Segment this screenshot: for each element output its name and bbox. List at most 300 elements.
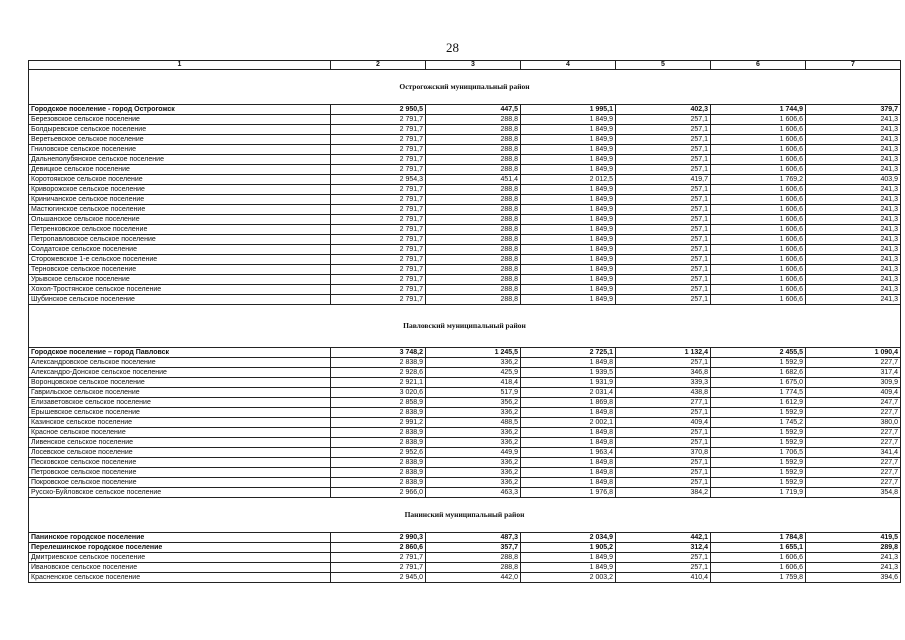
section-title: Павловский муниципальный район	[29, 305, 901, 348]
table-row	[29, 285, 901, 295]
value-cell: 1 849,9	[521, 275, 616, 285]
settlement-name: Городское поселение – город Павловск	[29, 348, 331, 358]
value-cell: 2 950,5	[331, 105, 426, 115]
value-cell: 257,1	[616, 358, 711, 368]
table-row	[29, 195, 901, 205]
settlement-name: Покровское сельское поселение	[29, 478, 331, 488]
table-body	[29, 61, 901, 583]
value-cell: 257,1	[616, 215, 711, 225]
value-cell: 1 606,6	[711, 255, 806, 265]
value-cell: 288,8	[426, 215, 521, 225]
value-cell: 257,1	[616, 478, 711, 488]
value-cell: 1 606,6	[711, 265, 806, 275]
table-row	[29, 215, 901, 225]
table-row	[29, 428, 901, 438]
settlement-name: Петренковское сельское поселение	[29, 225, 331, 235]
value-cell: 277,1	[616, 398, 711, 408]
value-cell: 1 132,4	[616, 348, 711, 358]
value-cell: 257,1	[616, 468, 711, 478]
budget-table	[28, 60, 901, 583]
value-cell: 1 606,6	[711, 295, 806, 305]
value-cell: 288,8	[426, 225, 521, 235]
table-row	[29, 478, 901, 488]
value-cell: 336,2	[426, 438, 521, 448]
value-cell: 257,1	[616, 165, 711, 175]
value-cell: 241,3	[806, 225, 901, 235]
value-cell: 312,4	[616, 543, 711, 553]
settlement-name: Шубинское сельское поселение	[29, 295, 331, 305]
value-cell: 2 838,9	[331, 408, 426, 418]
settlement-name: Петропавловское сельское поселение	[29, 235, 331, 245]
table-row	[29, 348, 901, 358]
value-cell: 447,5	[426, 105, 521, 115]
value-cell: 2 838,9	[331, 428, 426, 438]
section-title: Острогожский муниципальный район	[29, 70, 901, 105]
column-header: 5	[616, 61, 711, 70]
settlement-name: Ливенское сельское поселение	[29, 438, 331, 448]
value-cell: 1 719,9	[711, 488, 806, 498]
value-cell: 2 791,7	[331, 135, 426, 145]
settlement-name: Дальнеполубянское сельское поселение	[29, 155, 331, 165]
value-cell: 2 791,7	[331, 255, 426, 265]
value-cell: 1 606,6	[711, 225, 806, 235]
value-cell: 2 838,9	[331, 478, 426, 488]
value-cell: 356,2	[426, 398, 521, 408]
value-cell: 1 849,8	[521, 358, 616, 368]
value-cell: 1 592,9	[711, 458, 806, 468]
section-row	[29, 305, 901, 348]
table-row	[29, 358, 901, 368]
value-cell: 2 954,3	[331, 175, 426, 185]
value-cell: 241,3	[806, 215, 901, 225]
value-cell: 2 860,6	[331, 543, 426, 553]
settlement-name: Гаврильское сельское поселение	[29, 388, 331, 398]
column-header: 2	[331, 61, 426, 70]
settlement-name: Урывское сельское поселение	[29, 275, 331, 285]
value-cell: 1 606,6	[711, 215, 806, 225]
column-header: 1	[29, 61, 331, 70]
value-cell: 1 849,8	[521, 478, 616, 488]
value-cell: 2 952,6	[331, 448, 426, 458]
value-cell: 1 606,6	[711, 235, 806, 245]
value-cell: 1 606,6	[711, 165, 806, 175]
value-cell: 2 791,7	[331, 563, 426, 573]
value-cell: 241,3	[806, 295, 901, 305]
value-cell: 3 748,2	[331, 348, 426, 358]
value-cell: 1 976,8	[521, 488, 616, 498]
value-cell: 1 849,8	[521, 458, 616, 468]
value-cell: 1 769,2	[711, 175, 806, 185]
settlement-name: Веретьевское сельское поселение	[29, 135, 331, 145]
value-cell: 419,5	[806, 533, 901, 543]
value-cell: 1 744,9	[711, 105, 806, 115]
table-row	[29, 265, 901, 275]
value-cell: 257,1	[616, 225, 711, 235]
value-cell: 257,1	[616, 285, 711, 295]
settlement-name: Солдатское сельское поселение	[29, 245, 331, 255]
column-header: 6	[711, 61, 806, 70]
settlement-name: Ольшанское сельское поселение	[29, 215, 331, 225]
value-cell: 2 791,7	[331, 285, 426, 295]
value-cell: 2 455,5	[711, 348, 806, 358]
value-cell: 2 725,1	[521, 348, 616, 358]
value-cell: 336,2	[426, 428, 521, 438]
value-cell: 1 606,6	[711, 155, 806, 165]
value-cell: 1 774,5	[711, 388, 806, 398]
value-cell: 1 849,9	[521, 245, 616, 255]
value-cell: 425,9	[426, 368, 521, 378]
value-cell: 1 849,9	[521, 265, 616, 275]
value-cell: 288,8	[426, 235, 521, 245]
table-row	[29, 468, 901, 478]
value-cell: 1 939,5	[521, 368, 616, 378]
table-row	[29, 488, 901, 498]
value-cell: 257,1	[616, 195, 711, 205]
value-cell: 241,3	[806, 155, 901, 165]
value-cell: 241,3	[806, 285, 901, 295]
table-row	[29, 543, 901, 553]
value-cell: 336,2	[426, 408, 521, 418]
value-cell: 2 791,7	[331, 245, 426, 255]
table-row	[29, 573, 901, 583]
value-cell: 2 791,7	[331, 125, 426, 135]
value-cell: 1 849,9	[521, 165, 616, 175]
value-cell: 2 791,7	[331, 225, 426, 235]
value-cell: 1 706,5	[711, 448, 806, 458]
section-title: Панинский муниципальный район	[29, 498, 901, 533]
settlement-name: Перелешинское городское поселение	[29, 543, 331, 553]
value-cell: 257,1	[616, 135, 711, 145]
value-cell: 227,7	[806, 478, 901, 488]
value-cell: 257,1	[616, 563, 711, 573]
value-cell: 1 931,9	[521, 378, 616, 388]
value-cell: 1 592,9	[711, 428, 806, 438]
value-cell: 227,7	[806, 358, 901, 368]
value-cell: 1 849,8	[521, 438, 616, 448]
value-cell: 463,3	[426, 488, 521, 498]
value-cell: 241,3	[806, 245, 901, 255]
table-row	[29, 155, 901, 165]
settlement-name: Лосевское сельское поселение	[29, 448, 331, 458]
value-cell: 449,9	[426, 448, 521, 458]
value-cell: 1 606,6	[711, 115, 806, 125]
value-cell: 2 791,7	[331, 265, 426, 275]
settlement-name: Мастюгинское сельское поселение	[29, 205, 331, 215]
value-cell: 257,1	[616, 145, 711, 155]
table-row	[29, 225, 901, 235]
value-cell: 257,1	[616, 295, 711, 305]
value-cell: 288,8	[426, 553, 521, 563]
table-row	[29, 368, 901, 378]
value-cell: 370,8	[616, 448, 711, 458]
settlement-name: Болдыревское сельское поселение	[29, 125, 331, 135]
value-cell: 288,8	[426, 205, 521, 215]
value-cell: 241,3	[806, 125, 901, 135]
value-cell: 1 592,9	[711, 408, 806, 418]
settlement-name: Криворожское сельское поселение	[29, 185, 331, 195]
value-cell: 1 745,2	[711, 418, 806, 428]
page-number: 28	[446, 40, 459, 55]
value-cell: 1 592,9	[711, 438, 806, 448]
value-cell: 288,8	[426, 285, 521, 295]
settlement-name: Красное сельское поселение	[29, 428, 331, 438]
value-cell: 288,8	[426, 245, 521, 255]
value-cell: 257,1	[616, 458, 711, 468]
column-header: 7	[806, 61, 901, 70]
value-cell: 2 791,7	[331, 155, 426, 165]
value-cell: 2 012,5	[521, 175, 616, 185]
table-row	[29, 245, 901, 255]
settlement-name: Терновское сельское поселение	[29, 265, 331, 275]
value-cell: 1 849,8	[521, 408, 616, 418]
value-cell: 1 606,6	[711, 563, 806, 573]
value-cell: 227,7	[806, 458, 901, 468]
settlement-name: Криничанское сельское поселение	[29, 195, 331, 205]
value-cell: 2 991,2	[331, 418, 426, 428]
settlement-name: Панинское городское поселение	[29, 533, 331, 543]
value-cell: 1 849,9	[521, 115, 616, 125]
value-cell: 241,3	[806, 563, 901, 573]
value-cell: 1 849,8	[521, 428, 616, 438]
value-cell: 2 838,9	[331, 438, 426, 448]
value-cell: 2 003,2	[521, 573, 616, 583]
table-row	[29, 438, 901, 448]
value-cell: 257,1	[616, 553, 711, 563]
value-cell: 2 031,4	[521, 388, 616, 398]
value-cell: 2 791,7	[331, 553, 426, 563]
value-cell: 336,2	[426, 458, 521, 468]
value-cell: 288,8	[426, 185, 521, 195]
value-cell: 1 849,9	[521, 563, 616, 573]
value-cell: 379,7	[806, 105, 901, 115]
value-cell: 1 849,9	[521, 255, 616, 265]
value-cell: 257,1	[616, 155, 711, 165]
value-cell: 1 849,9	[521, 155, 616, 165]
value-cell: 2 858,9	[331, 398, 426, 408]
table-row	[29, 563, 901, 573]
table-row	[29, 378, 901, 388]
value-cell: 1 592,9	[711, 358, 806, 368]
value-cell: 1 995,1	[521, 105, 616, 115]
value-cell: 1 655,1	[711, 543, 806, 553]
value-cell: 2 791,7	[331, 115, 426, 125]
value-cell: 1 849,9	[521, 145, 616, 155]
table-row	[29, 458, 901, 468]
value-cell: 288,8	[426, 125, 521, 135]
header-row	[29, 61, 901, 70]
value-cell: 288,8	[426, 195, 521, 205]
table-row	[29, 135, 901, 145]
value-cell: 2 966,0	[331, 488, 426, 498]
value-cell: 487,3	[426, 533, 521, 543]
value-cell: 288,8	[426, 165, 521, 175]
settlement-name: Песковское сельское поселение	[29, 458, 331, 468]
settlement-name: Казинское сельское поселение	[29, 418, 331, 428]
value-cell: 241,3	[806, 235, 901, 245]
value-cell: 336,2	[426, 358, 521, 368]
value-cell: 339,3	[616, 378, 711, 388]
value-cell: 2 791,7	[331, 235, 426, 245]
value-cell: 2 990,3	[331, 533, 426, 543]
value-cell: 442,1	[616, 533, 711, 543]
value-cell: 1 849,9	[521, 215, 616, 225]
value-cell: 227,7	[806, 468, 901, 478]
value-cell: 1 849,9	[521, 185, 616, 195]
value-cell: 1 849,9	[521, 195, 616, 205]
value-cell: 288,8	[426, 265, 521, 275]
value-cell: 1 606,6	[711, 145, 806, 155]
value-cell: 1 675,0	[711, 378, 806, 388]
settlement-name: Ерышевское сельское поселение	[29, 408, 331, 418]
value-cell: 241,3	[806, 205, 901, 215]
value-cell: 2 838,9	[331, 458, 426, 468]
settlement-name: Красненское сельское поселение	[29, 573, 331, 583]
value-cell: 1 784,8	[711, 533, 806, 543]
settlement-name: Коротоякское сельское поселение	[29, 175, 331, 185]
value-cell: 409,4	[806, 388, 901, 398]
value-cell: 1 849,9	[521, 235, 616, 245]
table-row	[29, 185, 901, 195]
settlement-name: Петровское сельское поселение	[29, 468, 331, 478]
value-cell: 288,8	[426, 115, 521, 125]
value-cell: 3 020,6	[331, 388, 426, 398]
value-cell: 1 869,8	[521, 398, 616, 408]
table-row	[29, 388, 901, 398]
value-cell: 317,4	[806, 368, 901, 378]
settlement-name: Русско-Буйловское сельское поселение	[29, 488, 331, 498]
section-row	[29, 498, 901, 533]
table-row	[29, 235, 901, 245]
value-cell: 2 791,7	[331, 205, 426, 215]
value-cell: 241,3	[806, 145, 901, 155]
value-cell: 409,4	[616, 418, 711, 428]
value-cell: 257,1	[616, 428, 711, 438]
value-cell: 2 002,1	[521, 418, 616, 428]
settlement-name: Березовское сельское поселение	[29, 115, 331, 125]
table-row	[29, 255, 901, 265]
value-cell: 442,0	[426, 573, 521, 583]
value-cell: 257,1	[616, 265, 711, 275]
value-cell: 288,8	[426, 295, 521, 305]
value-cell: 257,1	[616, 245, 711, 255]
value-cell: 1 606,6	[711, 185, 806, 195]
table-row	[29, 105, 901, 115]
value-cell: 1 606,6	[711, 275, 806, 285]
value-cell: 257,1	[616, 205, 711, 215]
value-cell: 257,1	[616, 275, 711, 285]
value-cell: 2 791,7	[331, 295, 426, 305]
value-cell: 418,4	[426, 378, 521, 388]
value-cell: 241,3	[806, 265, 901, 275]
value-cell: 1 592,9	[711, 468, 806, 478]
column-header: 4	[521, 61, 616, 70]
settlement-name: Гниловское сельское поселение	[29, 145, 331, 155]
table-row	[29, 145, 901, 155]
settlement-name: Дмитриевское сельское поселение	[29, 553, 331, 563]
value-cell: 1 606,6	[711, 553, 806, 563]
settlement-name: Городское поселение - город Острогожск	[29, 105, 331, 115]
table-row	[29, 448, 901, 458]
value-cell: 257,1	[616, 438, 711, 448]
value-cell: 1 606,6	[711, 285, 806, 295]
value-cell: 288,8	[426, 145, 521, 155]
table-row	[29, 295, 901, 305]
value-cell: 1 759,8	[711, 573, 806, 583]
table-row	[29, 205, 901, 215]
value-cell: 1 849,9	[521, 225, 616, 235]
value-cell: 1 905,2	[521, 543, 616, 553]
value-cell: 227,7	[806, 428, 901, 438]
value-cell: 241,3	[806, 255, 901, 265]
value-cell: 257,1	[616, 125, 711, 135]
value-cell: 2 791,7	[331, 195, 426, 205]
table-row	[29, 165, 901, 175]
value-cell: 384,2	[616, 488, 711, 498]
value-cell: 451,4	[426, 175, 521, 185]
value-cell: 1 849,9	[521, 125, 616, 135]
value-cell: 341,4	[806, 448, 901, 458]
value-cell: 419,7	[616, 175, 711, 185]
table-row	[29, 175, 901, 185]
value-cell: 1 606,6	[711, 245, 806, 255]
value-cell: 289,8	[806, 543, 901, 553]
table-row	[29, 553, 901, 563]
value-cell: 1 606,6	[711, 195, 806, 205]
value-cell: 438,8	[616, 388, 711, 398]
value-cell: 2 791,7	[331, 145, 426, 155]
value-cell: 402,3	[616, 105, 711, 115]
value-cell: 1 682,6	[711, 368, 806, 378]
value-cell: 488,5	[426, 418, 521, 428]
value-cell: 2 928,6	[331, 368, 426, 378]
value-cell: 257,1	[616, 235, 711, 245]
value-cell: 2 945,0	[331, 573, 426, 583]
value-cell: 1 592,9	[711, 478, 806, 488]
value-cell: 257,1	[616, 115, 711, 125]
value-cell: 241,3	[806, 553, 901, 563]
column-header: 3	[426, 61, 521, 70]
value-cell: 241,3	[806, 195, 901, 205]
value-cell: 227,7	[806, 438, 901, 448]
value-cell: 257,1	[616, 255, 711, 265]
value-cell: 394,6	[806, 573, 901, 583]
table-row	[29, 275, 901, 285]
value-cell: 1 849,9	[521, 135, 616, 145]
section-row	[29, 70, 901, 105]
value-cell: 380,0	[806, 418, 901, 428]
value-cell: 403,9	[806, 175, 901, 185]
value-cell: 2 921,1	[331, 378, 426, 388]
value-cell: 2 791,7	[331, 215, 426, 225]
value-cell: 257,1	[616, 185, 711, 195]
value-cell: 1 963,4	[521, 448, 616, 458]
value-cell: 346,8	[616, 368, 711, 378]
value-cell: 241,3	[806, 165, 901, 175]
value-cell: 241,3	[806, 275, 901, 285]
settlement-name: Елизаветовское сельское поселение	[29, 398, 331, 408]
settlement-name: Сторожевское 1-е сельское поселение	[29, 255, 331, 265]
value-cell: 336,2	[426, 468, 521, 478]
value-cell: 1 606,6	[711, 125, 806, 135]
table-row	[29, 418, 901, 428]
table-row	[29, 533, 901, 543]
value-cell: 288,8	[426, 563, 521, 573]
value-cell: 1 849,9	[521, 285, 616, 295]
value-cell: 241,3	[806, 135, 901, 145]
settlement-name: Ивановское сельское поселение	[29, 563, 331, 573]
value-cell: 247,7	[806, 398, 901, 408]
value-cell: 517,9	[426, 388, 521, 398]
